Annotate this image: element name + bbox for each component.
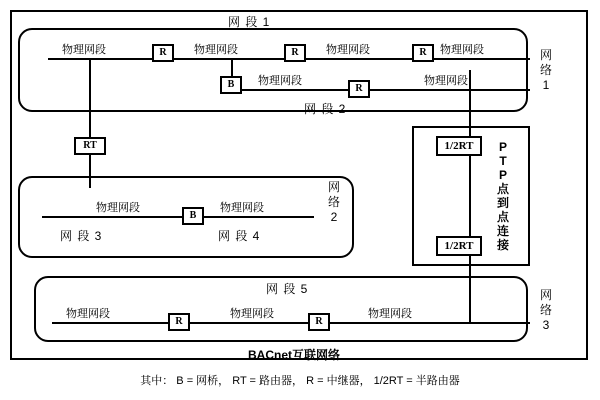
bridge-1[interactable] bbox=[220, 76, 242, 94]
network-2-bus bbox=[42, 216, 314, 218]
repeater-3-label: R bbox=[419, 47, 427, 58]
physical-segment-3: 物理网段 bbox=[326, 44, 370, 56]
diagram-title: BACnet互联网络 bbox=[248, 348, 340, 362]
physical-segment-4: 物理网段 bbox=[440, 44, 484, 56]
repeater-2[interactable] bbox=[284, 44, 306, 62]
network-1-second-bus bbox=[232, 89, 530, 91]
physical-segment-11: 物理网段 bbox=[368, 308, 412, 320]
network-3-label: 网 络 3 bbox=[539, 288, 552, 332]
segment-3-title: 网 段 3 bbox=[60, 229, 103, 243]
physical-segment-7: 物理网段 bbox=[96, 202, 140, 214]
repeater-1-label: R bbox=[159, 47, 167, 58]
physical-segment-6: 物理网段 bbox=[424, 75, 468, 87]
repeater-4[interactable] bbox=[348, 80, 370, 98]
repeater-5-label: R bbox=[175, 316, 183, 327]
bridge-1-label: B bbox=[227, 79, 235, 90]
segment-5-title: 网 段 5 bbox=[266, 282, 309, 296]
bridge-2-label: B bbox=[189, 210, 197, 221]
segment-1-title: 网 段 1 bbox=[228, 15, 271, 29]
repeater-6[interactable] bbox=[308, 313, 330, 331]
network-1-label: 网 络 1 bbox=[539, 48, 552, 92]
bridge-2[interactable] bbox=[182, 207, 204, 225]
physical-segment-2: 物理网段 bbox=[194, 44, 238, 56]
legend: 其中： B = 网桥， RT = 路由器， R = 中继器， 1/2RT = 半路由器 bbox=[140, 375, 460, 387]
physical-segment-9: 物理网段 bbox=[66, 308, 110, 320]
repeater-4-label: R bbox=[355, 83, 363, 94]
physical-segment-10: 物理网段 bbox=[230, 308, 274, 320]
repeater-2-label: R bbox=[291, 47, 299, 58]
half-router-top-label: 1/2RT bbox=[444, 139, 474, 152]
half-router-bottom-label: 1/2RT bbox=[444, 239, 474, 252]
repeater-5[interactable] bbox=[168, 313, 190, 331]
physical-segment-5: 物理网段 bbox=[258, 75, 302, 87]
segment-4-title: 网 段 4 bbox=[218, 229, 261, 243]
half-router-top[interactable] bbox=[436, 136, 482, 156]
ptp-label: P T P 点 到 点 连 接 bbox=[496, 140, 509, 252]
repeater-3[interactable] bbox=[412, 44, 434, 62]
repeater-1[interactable] bbox=[152, 44, 174, 62]
router-rt-link-line bbox=[89, 58, 91, 188]
half-router-bottom[interactable] bbox=[436, 236, 482, 256]
physical-segment-1: 物理网段 bbox=[62, 44, 106, 56]
physical-segment-8: 物理网段 bbox=[220, 202, 264, 214]
network-3-bus bbox=[52, 322, 530, 324]
network-2-label: 网 络 2 bbox=[327, 180, 340, 224]
router-rt-label: RT bbox=[83, 140, 97, 151]
router-rt[interactable] bbox=[74, 137, 106, 155]
repeater-6-label: R bbox=[315, 316, 323, 327]
segment-2-title: 网 段 2 bbox=[304, 102, 347, 116]
